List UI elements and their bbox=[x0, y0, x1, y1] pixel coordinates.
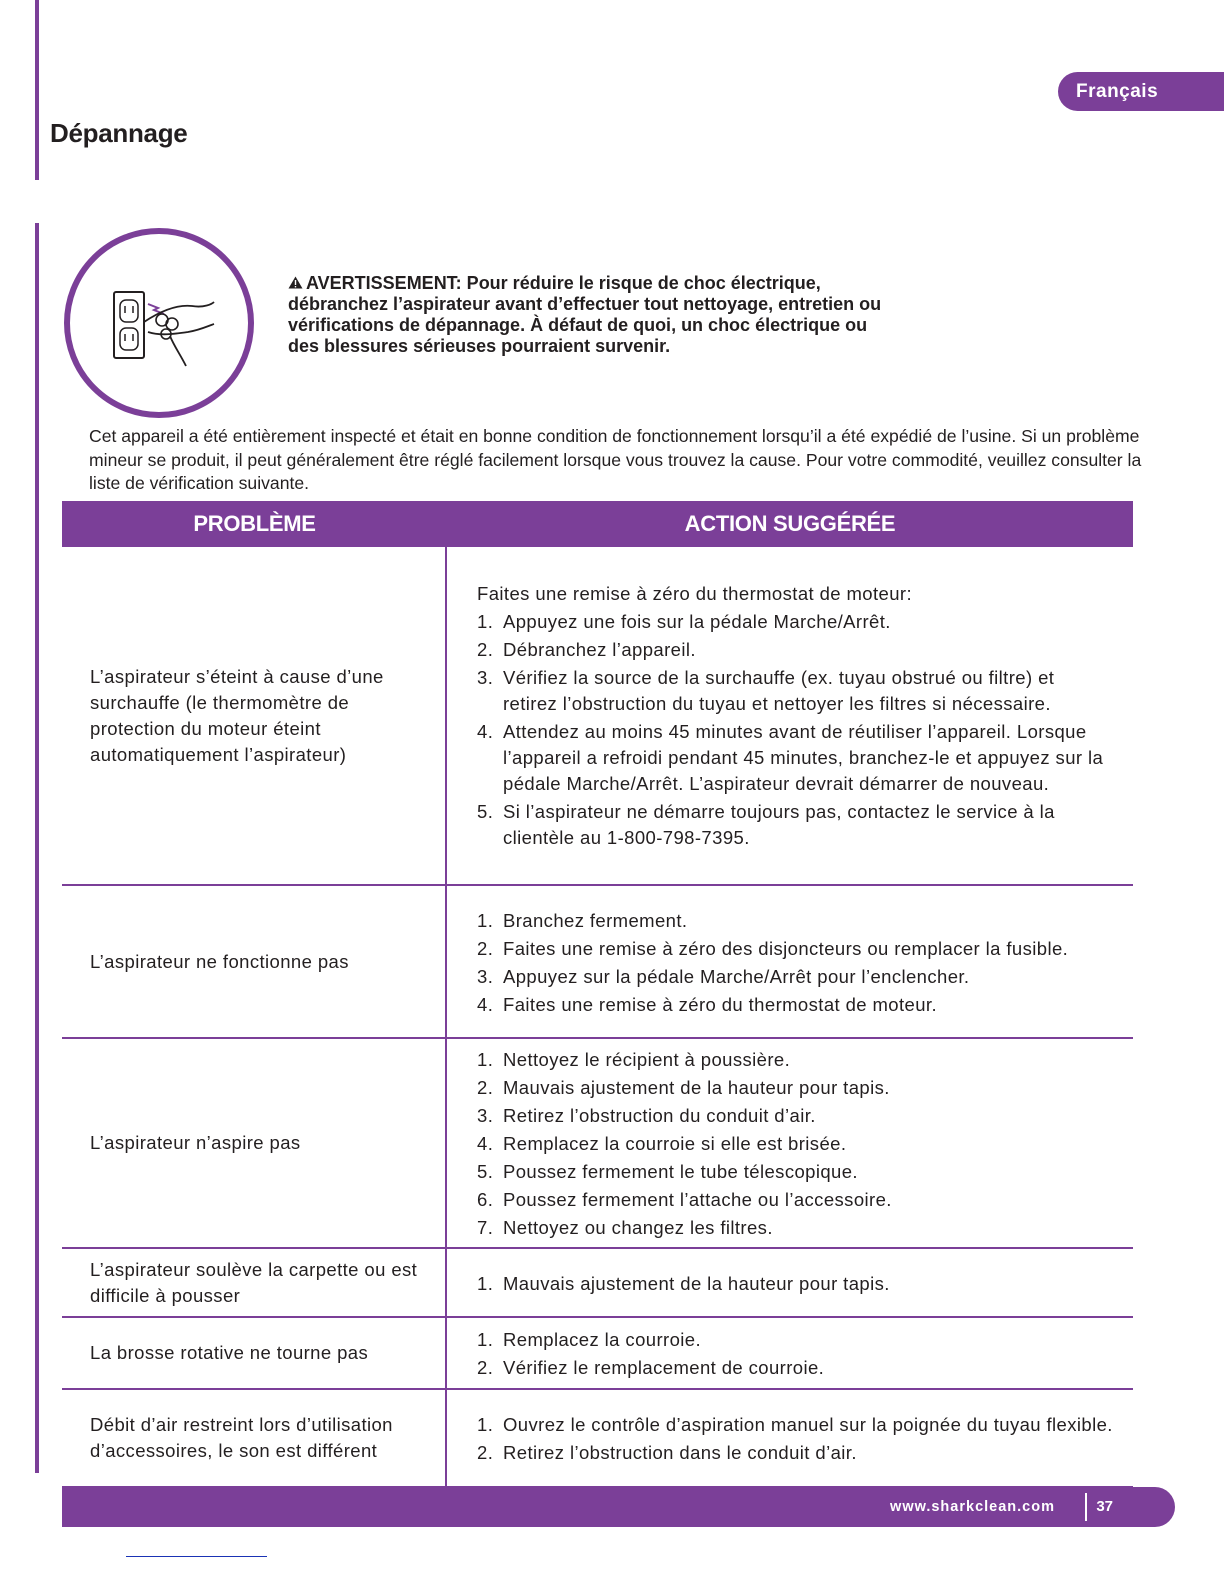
unplug-outlet-icon bbox=[64, 228, 254, 418]
list-item: 5. Poussez fermement le tube télescopique. bbox=[477, 1161, 858, 1182]
footer-bar bbox=[62, 1487, 1175, 1527]
warning-line-3: vérifications de dépannage. À défaut de quoi, un choc électrique ou bbox=[288, 315, 868, 335]
problem-cell: L’aspirateur soulève la carpette ou est difficile à pousser bbox=[62, 1249, 447, 1316]
footer-url-link[interactable]: www.sharkclean.com bbox=[890, 1499, 1055, 1515]
action-steps bbox=[477, 1269, 1113, 1297]
list-item: 1. Remplacez la courroie. bbox=[477, 1329, 701, 1350]
page-title: Dépannage bbox=[50, 118, 188, 148]
list-item: 1. Appuyez une fois sur la pédale Marche/Arrêt. bbox=[477, 610, 891, 632]
list-item: 1. Branchez fermement. bbox=[477, 909, 688, 931]
problem-cell: La brosse rotative ne tourne pas bbox=[62, 1318, 447, 1388]
list-item: 1. Ouvrez le contrôle d’aspiration manuel sur la poignée du tuyau flexible. bbox=[477, 1414, 1113, 1435]
problem-cell: L’aspirateur s’éteint à cause d’une surchauffe (le thermomètre de protection du moteur éteint automatiquement l’aspirateur) bbox=[62, 547, 447, 884]
list-item: 1. Mauvais ajustement de la hauteur pour tapis. bbox=[477, 1272, 890, 1294]
warning-block bbox=[288, 273, 948, 357]
warning-line-1: AVERTISSEMENT: Pour réduire le risque de choc électrique, bbox=[288, 273, 948, 294]
left-accent-bar-main bbox=[35, 223, 39, 1473]
left-accent-bar-top bbox=[35, 0, 39, 180]
warning-triangle-icon bbox=[288, 276, 303, 289]
list-item: 7. Nettoyez ou changez les filtres. bbox=[477, 1217, 773, 1238]
list-item: 3. Vérifiez la source de la surchauffe (ex. tuyau obstrué ou filtre) et retirez l’obstruction du tuyau et nettoyer les filtres si nécessaire. bbox=[477, 666, 1055, 714]
problem-cell: L’aspirateur ne fonctionne pas bbox=[62, 886, 447, 1037]
list-item: 2. Retirez l’obstruction dans le conduit d’air. bbox=[477, 1442, 857, 1463]
action-cell bbox=[447, 1039, 1133, 1247]
language-tab[interactable]: Français bbox=[1058, 72, 1224, 111]
list-item: 2. Mauvais ajustement de la hauteur pour tapis. bbox=[477, 1077, 890, 1098]
action-steps bbox=[477, 1045, 1113, 1241]
table-row bbox=[62, 1318, 1133, 1390]
list-item: 4. Attendez au moins 45 minutes avant de réutiliser l’appareil. Lorsque l’appareil a refroidi pendant 45 minutes, branchez-le et appuyez sur la pédale Marche/Arrêt. L’aspirateur devrait démarrer de nouveau. bbox=[477, 720, 1104, 794]
footer-separator bbox=[1085, 1493, 1087, 1521]
list-item: 1. Nettoyez le récipient à poussière. bbox=[477, 1049, 791, 1070]
list-item: 3. Appuyez sur la pédale Marche/Arrêt pour l’enclencher. bbox=[477, 965, 970, 987]
problem-cell: L’aspirateur n’aspire pas bbox=[62, 1039, 447, 1247]
list-item: 5. Si l’aspirateur ne démarre toujours pas, contactez le service à la clientèle au 1-800-798-7395. bbox=[477, 800, 1055, 848]
list-item: 6. Poussez fermement l’attache ou l’accessoire. bbox=[477, 1189, 892, 1210]
table-row bbox=[62, 886, 1133, 1039]
action-intro: Faites une remise à zéro du thermostat de moteur: bbox=[477, 582, 913, 604]
action-steps bbox=[477, 607, 1113, 851]
action-steps bbox=[477, 1410, 1113, 1466]
action-cell bbox=[447, 1318, 1133, 1388]
table-row bbox=[62, 1039, 1133, 1249]
list-item: 2. Faites une remise à zéro des disjoncteurs ou remplacer la fusible. bbox=[477, 937, 1069, 959]
action-cell bbox=[447, 1249, 1133, 1316]
action-steps bbox=[477, 1325, 1113, 1381]
intro-paragraph: Cet appareil a été entièrement inspecté et était en bonne condition de fonctionnement lorsqu’il a été expédié de l’usine. Si un problème mineur se produit, il peut généralement être réglé facilement lorsque vous trouvez la cause. Pour votre commodité, veuillez consulter la liste de vérification suivante. bbox=[89, 426, 1142, 493]
table-row bbox=[62, 1249, 1133, 1318]
warning-line-2: débranchez l’aspirateur avant d’effectuer tout nettoyage, entretien ou bbox=[288, 294, 882, 314]
list-item: 4. Remplacez la courroie si elle est brisée. bbox=[477, 1133, 847, 1154]
decorative-underline bbox=[126, 1556, 267, 1557]
action-cell bbox=[447, 547, 1133, 884]
action-steps bbox=[477, 906, 1113, 1018]
action-cell bbox=[447, 1390, 1133, 1486]
list-item: 3. Retirez l’obstruction du conduit d’air. bbox=[477, 1105, 816, 1126]
list-item: 4. Faites une remise à zéro du thermostat de moteur. bbox=[477, 993, 937, 1015]
troubleshooting-table bbox=[62, 501, 1133, 1488]
action-cell bbox=[447, 886, 1133, 1037]
table-header bbox=[62, 501, 1133, 547]
warning-line-4: des blessures sérieuses pourraient survenir. bbox=[288, 336, 671, 356]
table-row bbox=[62, 1390, 1133, 1488]
table-row bbox=[62, 547, 1133, 886]
list-item: 2. Vérifiez le remplacement de courroie. bbox=[477, 1357, 825, 1378]
page-number: 37 bbox=[1096, 1498, 1113, 1515]
column-header-action: ACTION SUGGÉRÉE bbox=[684, 511, 896, 536]
column-header-problem: PROBLÈME bbox=[193, 511, 316, 536]
problem-cell: Débit d’air restreint lors d’utilisation d’accessoires, le son est différent bbox=[62, 1390, 447, 1486]
list-item: 2. Débranchez l’appareil. bbox=[477, 638, 696, 660]
